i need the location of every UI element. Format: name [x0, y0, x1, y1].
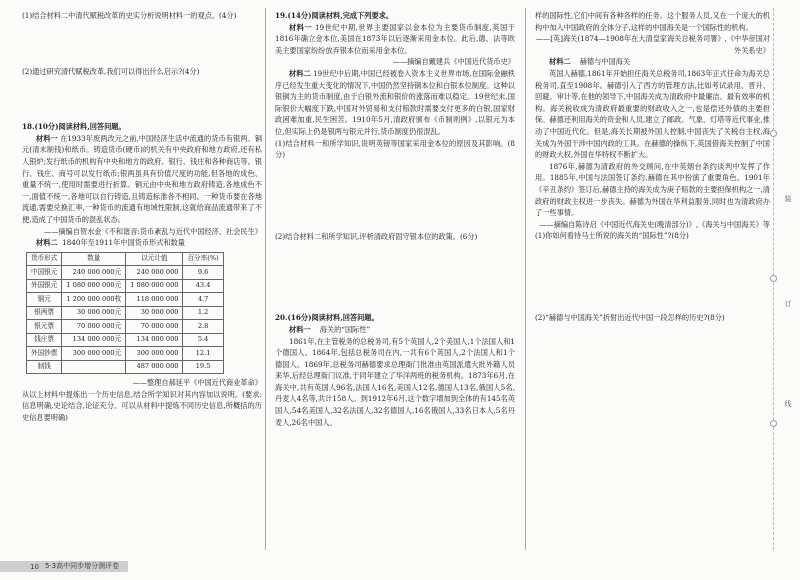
table-header: 百分率(%): [183, 252, 223, 266]
table-cell: 4.7: [183, 293, 223, 307]
question-20-material-1: 1861年,在主管税务的总税务司,有5个英国人,2个美国人,1个法国人和1个德国人。1864年,包括总税务司在内,一共有6个英国人,2个法国人和1个德国人。1869年,总税务司赫德要求总理衙门批准由英国派遣大批外籍人员来华,后经总理衙门议准,于同年建立了华洋两班的税务机构。1873年6月,在海关中,共有英国人96名,法国人16名,美国人12名,德国人13名,俄国人5名,丹麦人4名等,共计158人。到1912年6月,这个数字增加到全体的有145名英国人,54名美国人,32名法国人,32名德国人,16名俄国人,33名日本人,5名丹麦人,26名中国人。: [275, 336, 515, 427]
table-cell: 1 080 000 000: [126, 279, 183, 293]
column-divider: [265, 8, 266, 550]
table-row: [27, 266, 224, 280]
table-cell: 12.1: [183, 347, 223, 361]
column-middle: [275, 10, 515, 428]
table-cell: 70 000 000元: [62, 320, 126, 334]
question-18-material-2-title: 材料二 1840年至1911年中国货币形式和数量: [36, 238, 185, 248]
question-20-material-2: 英国人赫德,1861年开始担任海关总税务司,1863年正式任命为海关总税务司,直至1908年。赫德引入了西方的管理方法,比如考试录用、晋升、回避、审计等,在他的领导下,中国海关成为清政府中最廉洁、最有效率的机构。海关税收成为清政府最重要的财政收入之一,也是偿还外债的主要担保。赫德还利用海关的资金和人员,建立了邮政、气象、灯塔等近代事业,推动了中国近代化。但是,海关长期被外国人控制,中国丧失了关税自主权,海关成为外国干涉中国内政的工具。在赫德的操纵下,英国借海关控制了中国的财政大权,外国在华特权不断扩大。: [535, 68, 770, 160]
table-row: [27, 293, 224, 307]
table-cell: 9.6: [183, 266, 223, 280]
table-cell: 外国钞票: [27, 347, 62, 361]
table-cell: [62, 360, 126, 374]
table-row: [27, 320, 224, 334]
question-20-head: 20.(16分)阅读材料,回答问题。: [275, 313, 379, 323]
book-title: 5·3高中同步增分测评卷: [45, 562, 120, 570]
table-cell: 铜元: [27, 293, 62, 307]
table-cell: 19.5: [183, 360, 223, 374]
table-cell: 1 200 000 000枚: [62, 293, 126, 307]
table-cell: 134 000 000: [126, 333, 183, 347]
column-divider: [525, 8, 526, 550]
material-source: ——整理自郝延平《中国近代商业革命》: [132, 378, 262, 388]
material-source: ——[英]海关(1874—1908年在大清皇家海关总税务司署》,《中华帝国对外关系史》: [535, 34, 770, 55]
table-row: [27, 333, 224, 347]
question-19-part-2: (2)结合材料二和所学知识,评析清政府固守银本位的政策。(6分): [275, 231, 478, 241]
question-19-head: 19.(14分)阅读材料,完成下列要求。: [275, 11, 394, 20]
table-cell: 外国银元: [27, 279, 62, 293]
table-cell: 银两票: [27, 306, 62, 320]
binding-hole-icon: [770, 275, 777, 282]
question-19-part-1: (1)结合材料一和所学知识,说明英镑等国家采用金本位的原因及其影响。(8分): [275, 138, 515, 160]
table-cell: 银元票: [27, 320, 62, 334]
table-cell: 240 000 000元: [62, 266, 126, 280]
table-cell: 240 000 000: [126, 266, 183, 280]
table-cell: 487 000 000: [126, 360, 183, 374]
material-source: ——摘编自贺水金《不和谐音:货币紊乱与近代中国经济、社会民生》: [43, 226, 262, 236]
table-cell: 118 000 000: [126, 293, 183, 307]
table-row: [27, 360, 224, 374]
answer-space: [275, 161, 515, 231]
question-20-material-2b: 1876年,赫德为清政府的外交顾问,在中英烟台条约谈判中发挥了作用。1885年,中国与法国签订条约,赫德在其中扮演了重要角色。1901年《辛丑条约》签订后,赫德主持的海关成为庚子赔款的主要担保机构之一,清政府的财政主权进一步丧失。赫德为外国在华利益服务,同时也为清政府办了一些事情。: [535, 161, 770, 218]
question-17-part-1: (1)结合材料二中清代赋税改革的史实分析说明材料一的观点。(4分): [22, 11, 237, 20]
table-cell: 中国银元: [27, 266, 62, 280]
table-cell: 70 000 000: [126, 320, 183, 334]
table-cell: 30 000 000: [126, 306, 183, 320]
page-footer: [0, 558, 800, 580]
table-cell: 2.8: [183, 320, 223, 334]
page-number: 10: [30, 563, 39, 571]
question-19-material-2: 材料二 19世纪中后期,中国已经被卷入资本主义世界市场,在国际金融秩序已经发生重大变化的情况下,中国仍然坚持铜本位和白银本位制度。这种以银铜为主的货币制度,由于白银外流和银价的涨落而难以稳定。19世纪末,国际银价大幅度下跌,中国对外贸易和支付赔款时需要支付更多的白银,国家财政困难加重,民生困苦。1910年5月,清政府颁布《币制则例》,以银元为本位,但实际上仍是银两与银元并行,货币制度仍很混乱。: [275, 68, 515, 136]
question-20-material-1-title: 材料一 海关的“国际性”: [289, 324, 371, 334]
binding-hole-icon: [770, 420, 777, 427]
column-right: [535, 10, 770, 323]
table-cell: 300 000 000: [126, 347, 183, 361]
table-cell: 30 000 000元: [62, 306, 126, 320]
answer-space: [22, 77, 262, 121]
table-cell: 1.2: [183, 306, 223, 320]
table-header: 货币形式: [27, 252, 62, 266]
table-row: [27, 279, 224, 293]
table-header-row: [27, 252, 224, 266]
binding-label: 线: [784, 400, 792, 407]
question-18-prompt: 从以上材料中提炼出一个历史信息,结合所学知识对其内容加以说明。(要求:信息明确,史论结合,论证充分。可以从材料中提炼不同历史信息,所概括的历史信息要明确): [22, 389, 262, 422]
column-left: [22, 10, 262, 424]
table-header: 数量: [62, 252, 126, 266]
material-continued: 样的国际性,它们中间有各种各样的任务。这个服务人员,又在一个庞大的机构中加入中国政府的全体分子,这样的中国海关是一个国际性的机构。: [535, 11, 770, 32]
table-cell: 钱庄票: [27, 333, 62, 347]
binding-label: 订: [784, 300, 792, 307]
binding-label: 装: [784, 195, 792, 202]
table-row: [27, 347, 224, 361]
question-20-part-2: (2)“赫德与中国海关”折射出近代中国一段怎样的历史?(8分): [535, 312, 725, 322]
question-18-head: 18.(10分)阅读材料,回答问题。: [22, 122, 126, 132]
question-19-material-1: 材料一 19世纪中期,世界主要国家以金本位为主要货币制度,英国于1816年确立金本位,美国在1873年以后逐渐采用金本位。此后,德、法等欧美主要国家纷纷放弃银本位而采用金本位。: [275, 22, 515, 55]
table-header: 以元计值: [126, 252, 183, 266]
answer-space: [22, 22, 262, 66]
material-source: ——摘编自陈诗启《中国近代海关史(晚清部分)》,《海关与中国海关》等: [539, 219, 770, 229]
question-18-material-1: 材料一 在1933年废两改元之前,中国经济生活中流通的货币有银两、铜元(清末制钱)和纸币。铸造货币(硬币)的机关有中央政府和地方政府,还有私人银炉;发行纸币的机构有中央和地方的政府、银行、钱庄和各种商店等。银行、钱庄、商号可以发行纸币;银两虽具有价值尺度的功能,但各地的成色、重量不统一,使用时需要进行折算。铜元由中央和地方政府铸造,各地成色不一,面值不统一,各地可以自行铸造,且铸造标准各不相同。一种货币要在各地流通,需要兑换汇率,一种货币的流通有地域性限制,这就给商品流通带来了不便,造成了中国货币的混乱状态。: [22, 133, 262, 224]
table-cell: 1 080 000 000元: [62, 279, 126, 293]
currency-table: [26, 252, 224, 375]
question-20-part-1: (1)你如何看待马士所说的海关的“国际性”?(8分): [535, 231, 689, 241]
table-cell: 制钱: [27, 360, 62, 374]
answer-space: [275, 242, 515, 312]
table-cell: 43.4: [183, 279, 223, 293]
table-cell: 5.4: [183, 333, 223, 347]
table-cell: 300 000 000元: [62, 347, 126, 361]
table-cell: 134 000 000元: [62, 333, 126, 347]
material-source: ——摘编自戴建兵《中国近代货币史》: [392, 57, 515, 67]
table-row: [27, 306, 224, 320]
answer-space: [535, 242, 770, 312]
binding-hole-icon: [770, 130, 777, 137]
question-20-material-2-title: 材料二 赫德与中国海关: [549, 57, 631, 67]
question-17-part-2: (2)通过研究清代赋税改革,我们可以得出什么启示?(4分): [22, 66, 200, 76]
